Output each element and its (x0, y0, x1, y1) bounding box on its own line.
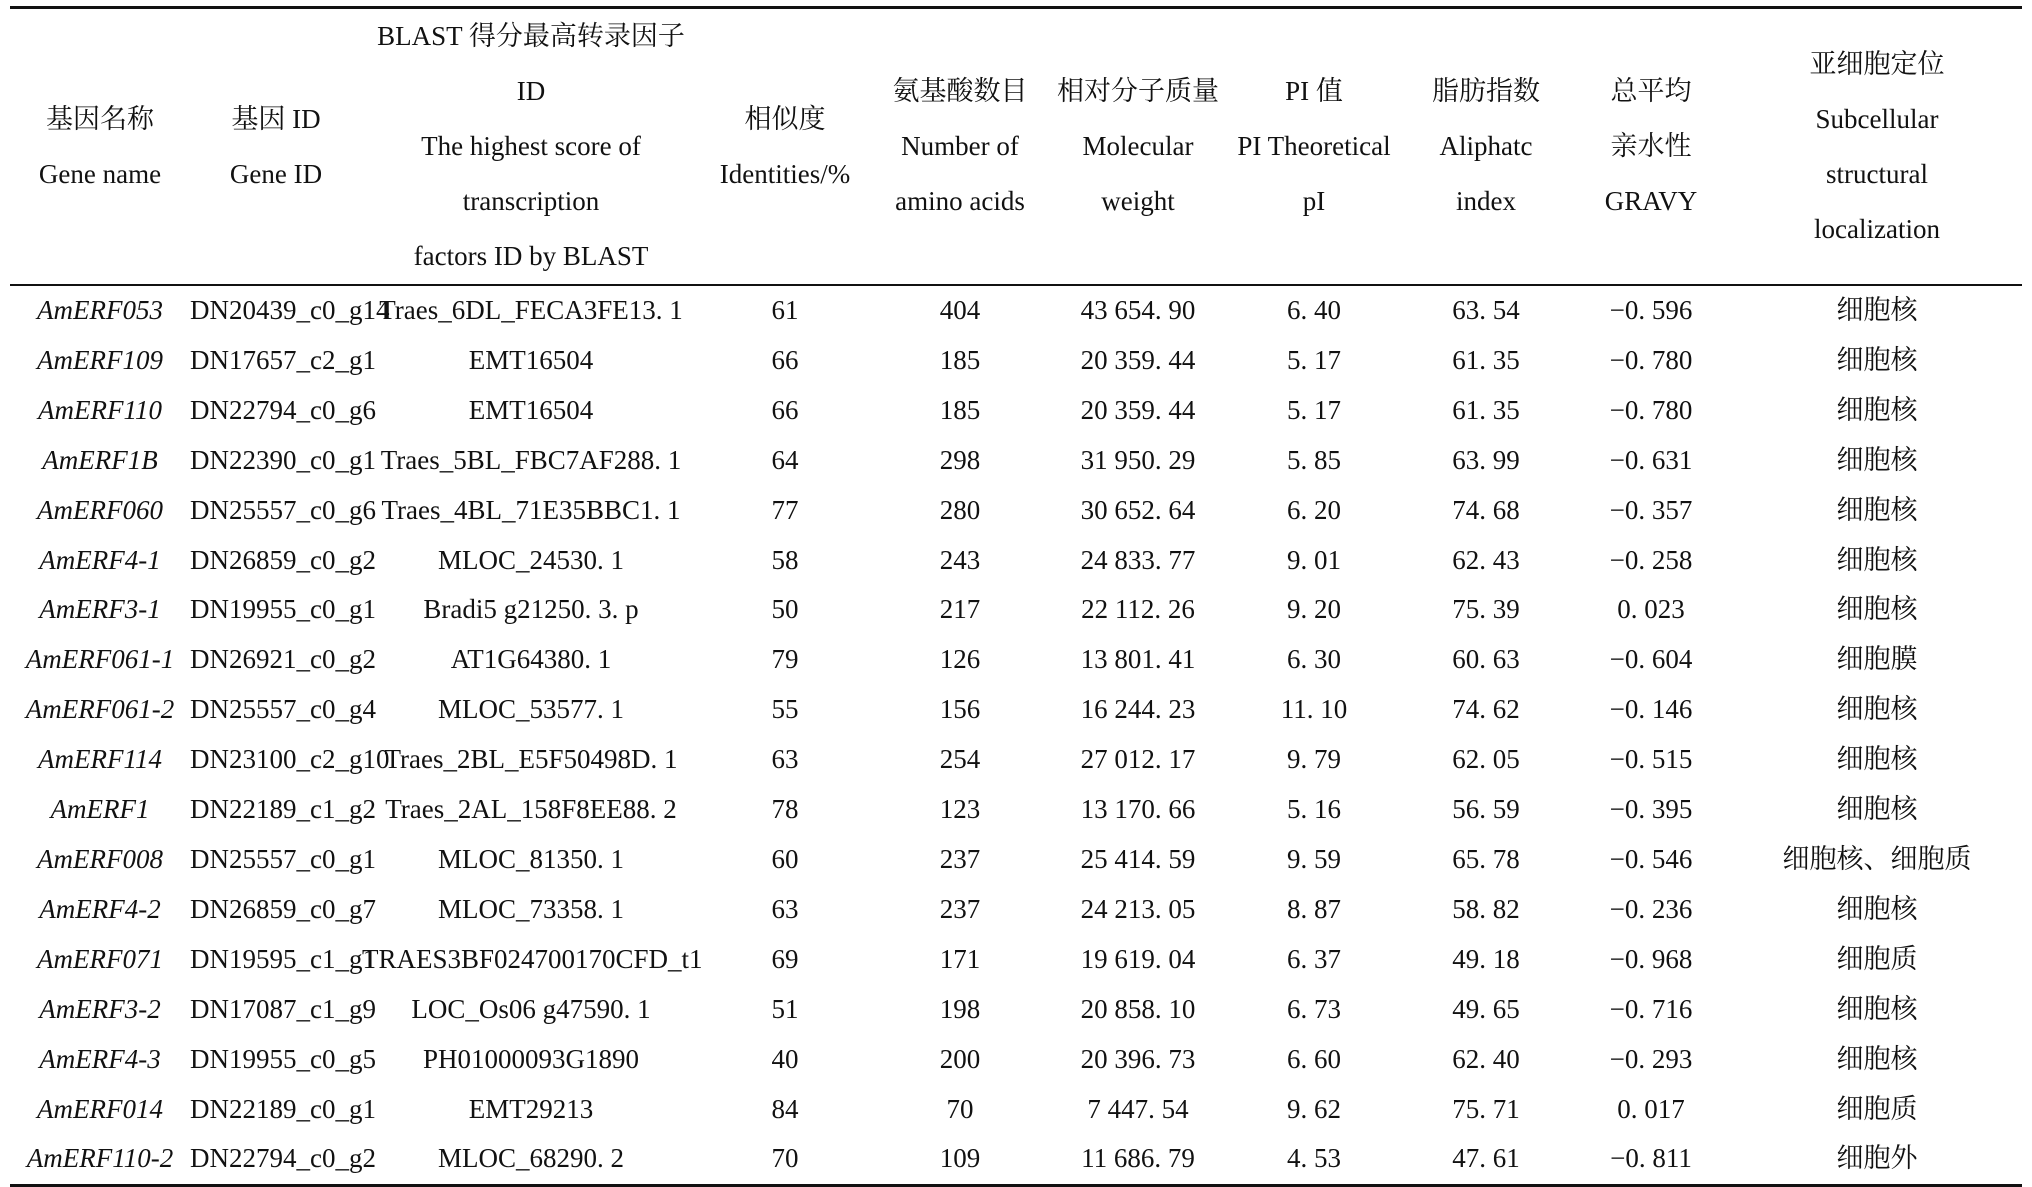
table-cell: 58. 82 (1452, 893, 1520, 924)
table-cell: 254 (939, 744, 981, 775)
table-cell: 16 244. 23 (1080, 694, 1196, 725)
table-cell: 51 (771, 993, 799, 1024)
table-cell: 74. 62 (1452, 694, 1520, 725)
table-cell: 5. 16 (1287, 794, 1341, 825)
table-cell: AmERF109 (37, 344, 163, 375)
table-cell: 细胞核 (1836, 694, 1918, 725)
table-cell: 5. 17 (1287, 344, 1341, 375)
table-cell: 细胞核 (1836, 544, 1918, 575)
table-cell: MLOC_53577. 1 (437, 694, 624, 725)
table-cell: PH01000093G1890 (422, 1043, 639, 1074)
table-cell: 6. 37 (1287, 943, 1341, 974)
table-cell: 217 (939, 594, 981, 625)
table-cell: −0. 515 (1609, 744, 1693, 775)
table-cell: AmERF071 (37, 943, 163, 974)
table-cell: Traes_4BL_71E35BBC1. 1 (381, 494, 681, 525)
column-header-line: 总平均 (1610, 76, 1692, 106)
table-cell: −0. 395 (1609, 794, 1693, 825)
table-cell: AmERF3-2 (39, 993, 161, 1024)
table-cell: 6. 60 (1287, 1043, 1341, 1074)
table-cell: 84 (771, 1093, 799, 1124)
table-cell: DN17657_c2_g1 (190, 344, 376, 375)
table-cell: LOC_Os06 g47590. 1 (411, 993, 651, 1024)
table-cell: 细胞质 (1836, 943, 1918, 974)
table-cell: 25 414. 59 (1080, 843, 1196, 874)
column-header-line: PI Theoretical (1237, 131, 1391, 161)
table-cell: 细胞核 (1836, 794, 1918, 825)
table-cell: AmERF1 (50, 794, 150, 825)
table-cell: TRAES3BF024700170CFD_t1 (362, 943, 703, 974)
table-cell: 11 686. 79 (1081, 1143, 1195, 1174)
column-header (362, 8, 700, 286)
column-header (700, 8, 870, 286)
column-header-line: 相似度 (744, 103, 826, 134)
table-cell: −0. 811 (1610, 1143, 1692, 1174)
table-cell: 62. 40 (1452, 1043, 1520, 1074)
table-cell: 细胞核 (1836, 295, 1918, 325)
table-cell: AT1G64380. 1 (450, 644, 612, 675)
table-cell: −0. 716 (1609, 993, 1693, 1024)
table-cell: −0. 631 (1609, 444, 1693, 475)
column-header (1570, 8, 1732, 286)
table-cell: 280 (939, 494, 981, 525)
table-cell: DN19955_c0_g5 (190, 1043, 376, 1074)
table-cell: AmERF060 (37, 494, 163, 525)
table-cell: 61. 35 (1452, 394, 1520, 425)
table-cell: 9. 62 (1287, 1093, 1341, 1124)
table-cell: 细胞核 (1836, 744, 1918, 775)
table-cell: −0. 968 (1609, 943, 1693, 974)
column-header-line: GRAVY (1604, 186, 1698, 216)
table-cell: 9. 20 (1287, 594, 1341, 625)
table-cell: 0. 017 (1617, 1093, 1685, 1124)
table-cell: Traes_5BL_FBC7AF288. 1 (380, 444, 682, 475)
table-cell: 20 359. 44 (1080, 344, 1196, 375)
table-cell: DN19955_c0_g1 (190, 594, 376, 625)
table-cell: 9. 79 (1287, 744, 1341, 775)
table-cell: 69 (771, 943, 799, 974)
table-cell: 298 (939, 444, 981, 475)
table-cell: 细胞核 (1836, 594, 1918, 625)
table-cell: 细胞外 (1836, 1143, 1918, 1174)
table-cell: AmERF014 (37, 1093, 163, 1124)
table-cell: 细胞核、细胞质 (1782, 843, 1972, 874)
table-cell: 60 (771, 843, 799, 874)
table-cell: 65. 78 (1452, 843, 1520, 874)
table-cell: 62. 05 (1452, 744, 1520, 775)
column-header-line: pI (1302, 186, 1326, 216)
table-cell: −0. 546 (1609, 843, 1693, 874)
table-cell: 8. 87 (1287, 893, 1341, 924)
table-header (10, 8, 2022, 286)
column-header-line: 基因名称 (46, 103, 154, 134)
table-cell: 123 (939, 794, 981, 825)
column-header (1050, 8, 1226, 286)
table-cell: Traes_2AL_158F8EE88. 2 (385, 794, 677, 825)
column-header (10, 8, 190, 286)
table-cell: DN17087_c1_g9 (190, 993, 376, 1024)
table-row (10, 336, 2022, 386)
column-header-line: Aliphatc (1439, 131, 1533, 161)
column-header (870, 8, 1050, 286)
column-header-line: BLAST 得分最高转录因子 ID (377, 21, 685, 106)
table-cell: 细胞核 (1836, 494, 1918, 525)
table-cell: 61 (771, 295, 799, 325)
table-cell: Traes_2BL_E5F50498D. 1 (384, 744, 678, 775)
table-cell: 30 652. 64 (1080, 494, 1196, 525)
table-cell: DN26859_c0_g2 (190, 544, 376, 575)
column-header-line: amino acids (895, 186, 1025, 216)
table-cell: 11. 10 (1280, 694, 1348, 725)
table-cell: AmERF4-1 (39, 544, 161, 575)
table-cell: MLOC_24530. 1 (437, 544, 624, 575)
table-cell: 171 (939, 943, 981, 974)
column-header-line: Gene ID (229, 158, 323, 189)
table-cell: AmERF008 (37, 843, 163, 874)
table-cell: DN22189_c0_g1 (190, 1093, 376, 1124)
erf-gene-table (10, 6, 2022, 1187)
table-cell: −0. 357 (1609, 494, 1693, 525)
table-cell: AmERF3-1 (39, 594, 161, 625)
table-cell: 4. 53 (1287, 1143, 1341, 1174)
table-cell: 5. 17 (1287, 394, 1341, 425)
table-cell: Bradi5 g21250. 3. p (423, 594, 639, 625)
table-cell: 24 833. 77 (1080, 544, 1196, 575)
table-cell: 185 (939, 344, 981, 375)
table-row (10, 985, 2022, 1035)
table-cell: 404 (939, 295, 981, 325)
table-row (10, 1134, 2022, 1185)
table-cell: DN25557_c0_g6 (190, 494, 376, 525)
column-header (1732, 8, 2022, 286)
table-cell: AmERF114 (38, 744, 162, 775)
table-cell: 60. 63 (1452, 644, 1520, 675)
table-row (10, 1035, 2022, 1085)
table-cell: DN22189_c1_g2 (190, 794, 376, 825)
table-cell: 0. 023 (1617, 594, 1685, 625)
table-cell: 61. 35 (1452, 344, 1520, 375)
table-cell: −0. 780 (1609, 344, 1693, 375)
table-cell: 56. 59 (1452, 794, 1520, 825)
table-row (10, 285, 2022, 336)
table-cell: 细胞核 (1836, 1043, 1918, 1074)
table-cell: 细胞核 (1836, 993, 1918, 1024)
table-row (10, 585, 2022, 635)
column-header-line: structural (1826, 158, 1928, 189)
table-row (10, 685, 2022, 735)
table-cell: 237 (939, 843, 981, 874)
table-cell: 198 (939, 993, 981, 1024)
table-cell: 7 447. 54 (1087, 1093, 1189, 1124)
table-cell: 200 (939, 1043, 981, 1074)
table-cell: 19 619. 04 (1080, 943, 1196, 974)
table-cell: 243 (939, 544, 981, 575)
table-cell: 13 801. 41 (1080, 644, 1196, 675)
column-header (1402, 8, 1570, 286)
table-container (10, 6, 2022, 1187)
table-cell: MLOC_81350. 1 (437, 843, 624, 874)
table-cell: DN26859_c0_g7 (190, 893, 376, 924)
table-cell: 237 (939, 893, 981, 924)
table-row (10, 486, 2022, 536)
table-cell: AmERF110-2 (26, 1143, 174, 1174)
table-cell: 20 396. 73 (1080, 1043, 1196, 1074)
table-row (10, 536, 2022, 586)
table-row (10, 935, 2022, 985)
table-cell: 66 (771, 394, 799, 425)
table-cell: 75. 71 (1452, 1093, 1520, 1124)
table-cell: DN22794_c0_g2 (190, 1143, 376, 1174)
table-cell: 75. 39 (1452, 594, 1520, 625)
table-row (10, 735, 2022, 785)
table-cell: EMT29213 (468, 1093, 594, 1124)
column-header (1226, 8, 1402, 286)
column-header (190, 8, 362, 286)
table-cell: DN25557_c0_g1 (190, 843, 376, 874)
table-cell: 126 (939, 644, 981, 675)
column-header-line: 脂肪指数 (1432, 76, 1540, 106)
table-cell: −0. 293 (1609, 1043, 1693, 1074)
table-cell: 50 (771, 594, 799, 625)
table-cell: 24 213. 05 (1080, 893, 1196, 924)
table-cell: 13 170. 66 (1080, 794, 1196, 825)
column-header-line: Molecular (1082, 131, 1194, 161)
table-cell: Traes_6DL_FECA3FE13. 1 (379, 295, 683, 325)
table-cell: 6. 30 (1287, 644, 1341, 675)
table-cell: 63 (771, 893, 799, 924)
table-cell: 74. 68 (1452, 494, 1520, 525)
table-row (10, 386, 2022, 436)
table-cell: DN26921_c0_g2 (190, 644, 376, 675)
table-cell: 22 112. 26 (1081, 594, 1195, 625)
table-cell: 63. 99 (1452, 444, 1520, 475)
table-cell: DN19595_c1_g1 (190, 943, 376, 974)
table-cell: AmERF061-1 (25, 644, 175, 675)
table-cell: AmERF061-2 (25, 694, 175, 725)
table-cell: 9. 59 (1287, 843, 1341, 874)
table-row (10, 785, 2022, 835)
table-cell: DN22390_c0_g1 (190, 444, 376, 475)
table-cell: DN20439_c0_g14 (190, 295, 390, 325)
table-cell: 20 858. 10 (1080, 993, 1196, 1024)
column-header-line: Identities/% (719, 158, 851, 189)
table-cell: 66 (771, 344, 799, 375)
table-cell: 70 (946, 1093, 974, 1124)
table-cell: 55 (771, 694, 799, 725)
table-cell: 70 (771, 1143, 799, 1174)
column-header-line: factors ID by BLAST (413, 241, 649, 271)
table-cell: −0. 596 (1609, 295, 1693, 325)
table-row (10, 885, 2022, 935)
column-header-line: 相对分子质量 (1057, 76, 1219, 106)
table-cell: −0. 236 (1609, 893, 1693, 924)
column-header-line: 基因 ID (231, 103, 321, 134)
table-cell: 62. 43 (1452, 544, 1520, 575)
table-cell: 细胞核 (1836, 444, 1918, 475)
column-header-line: 亲水性 (1610, 131, 1692, 161)
column-header-line: index (1456, 186, 1516, 216)
table-row (10, 1085, 2022, 1135)
table-cell: EMT16504 (468, 394, 594, 425)
column-header-line: Gene name (38, 158, 162, 189)
table-cell: 31 950. 29 (1080, 444, 1196, 475)
table-cell: 47. 61 (1452, 1143, 1520, 1174)
column-header-line: localization (1814, 213, 1940, 244)
table-row (10, 835, 2022, 885)
table-cell: EMT16504 (468, 344, 594, 375)
table-cell: 20 359. 44 (1080, 394, 1196, 425)
table-row (10, 436, 2022, 486)
table-body (10, 285, 2022, 1186)
table-cell: 9. 01 (1287, 544, 1341, 575)
table-cell: −0. 604 (1609, 644, 1693, 675)
column-header-line: Subcellular (1815, 103, 1939, 134)
table-cell: DN23100_c2_g10 (190, 744, 390, 775)
table-cell: 49. 18 (1452, 943, 1520, 974)
table-cell: 109 (939, 1143, 981, 1174)
table-cell: AmERF4-3 (39, 1043, 161, 1074)
header-row (10, 8, 2022, 286)
column-header-line: weight (1101, 186, 1175, 216)
table-cell: 5. 85 (1287, 444, 1341, 475)
table-cell: −0. 258 (1609, 544, 1693, 575)
table-cell: 63 (771, 744, 799, 775)
table-cell: 49. 65 (1452, 993, 1520, 1024)
table-cell: 40 (771, 1043, 799, 1074)
table-cell: 细胞核 (1836, 394, 1918, 425)
column-header-line: Number of (901, 131, 1019, 161)
table-cell: 78 (771, 794, 799, 825)
table-cell: 43 654. 90 (1080, 295, 1196, 325)
table-cell: 6. 40 (1287, 295, 1341, 325)
column-header-line: 氨基酸数目 (892, 76, 1028, 106)
table-cell: AmERF110 (38, 394, 162, 425)
table-cell: 27 012. 17 (1080, 744, 1196, 775)
table-cell: 细胞核 (1836, 893, 1918, 924)
table-cell: 63. 54 (1452, 295, 1520, 325)
column-header-line: 亚细胞定位 (1809, 48, 1945, 79)
table-cell: MLOC_73358. 1 (437, 893, 624, 924)
column-header-line: The highest score of transcription (421, 131, 641, 216)
table-cell: 77 (771, 494, 799, 525)
table-cell: 细胞核 (1836, 344, 1918, 375)
table-cell: AmERF4-2 (39, 893, 161, 924)
table-cell: 细胞质 (1836, 1093, 1918, 1124)
table-cell: −0. 780 (1609, 394, 1693, 425)
table-cell: 185 (939, 394, 981, 425)
table-cell: MLOC_68290. 2 (437, 1143, 624, 1174)
table-cell: AmERF053 (37, 295, 163, 325)
table-cell: 64 (771, 444, 799, 475)
table-cell: 156 (939, 694, 981, 725)
table-cell: 6. 20 (1287, 494, 1341, 525)
table-cell: 细胞膜 (1836, 644, 1918, 675)
table-cell: DN25557_c0_g4 (190, 694, 376, 725)
column-header-line: PI 值 (1285, 76, 1343, 106)
table-cell: 58 (771, 544, 799, 575)
table-cell: 6. 73 (1287, 993, 1341, 1024)
table-cell: AmERF1B (42, 444, 158, 475)
table-cell: −0. 146 (1609, 694, 1693, 725)
table-cell: 79 (771, 644, 799, 675)
table-row (10, 635, 2022, 685)
table-cell: DN22794_c0_g6 (190, 394, 376, 425)
